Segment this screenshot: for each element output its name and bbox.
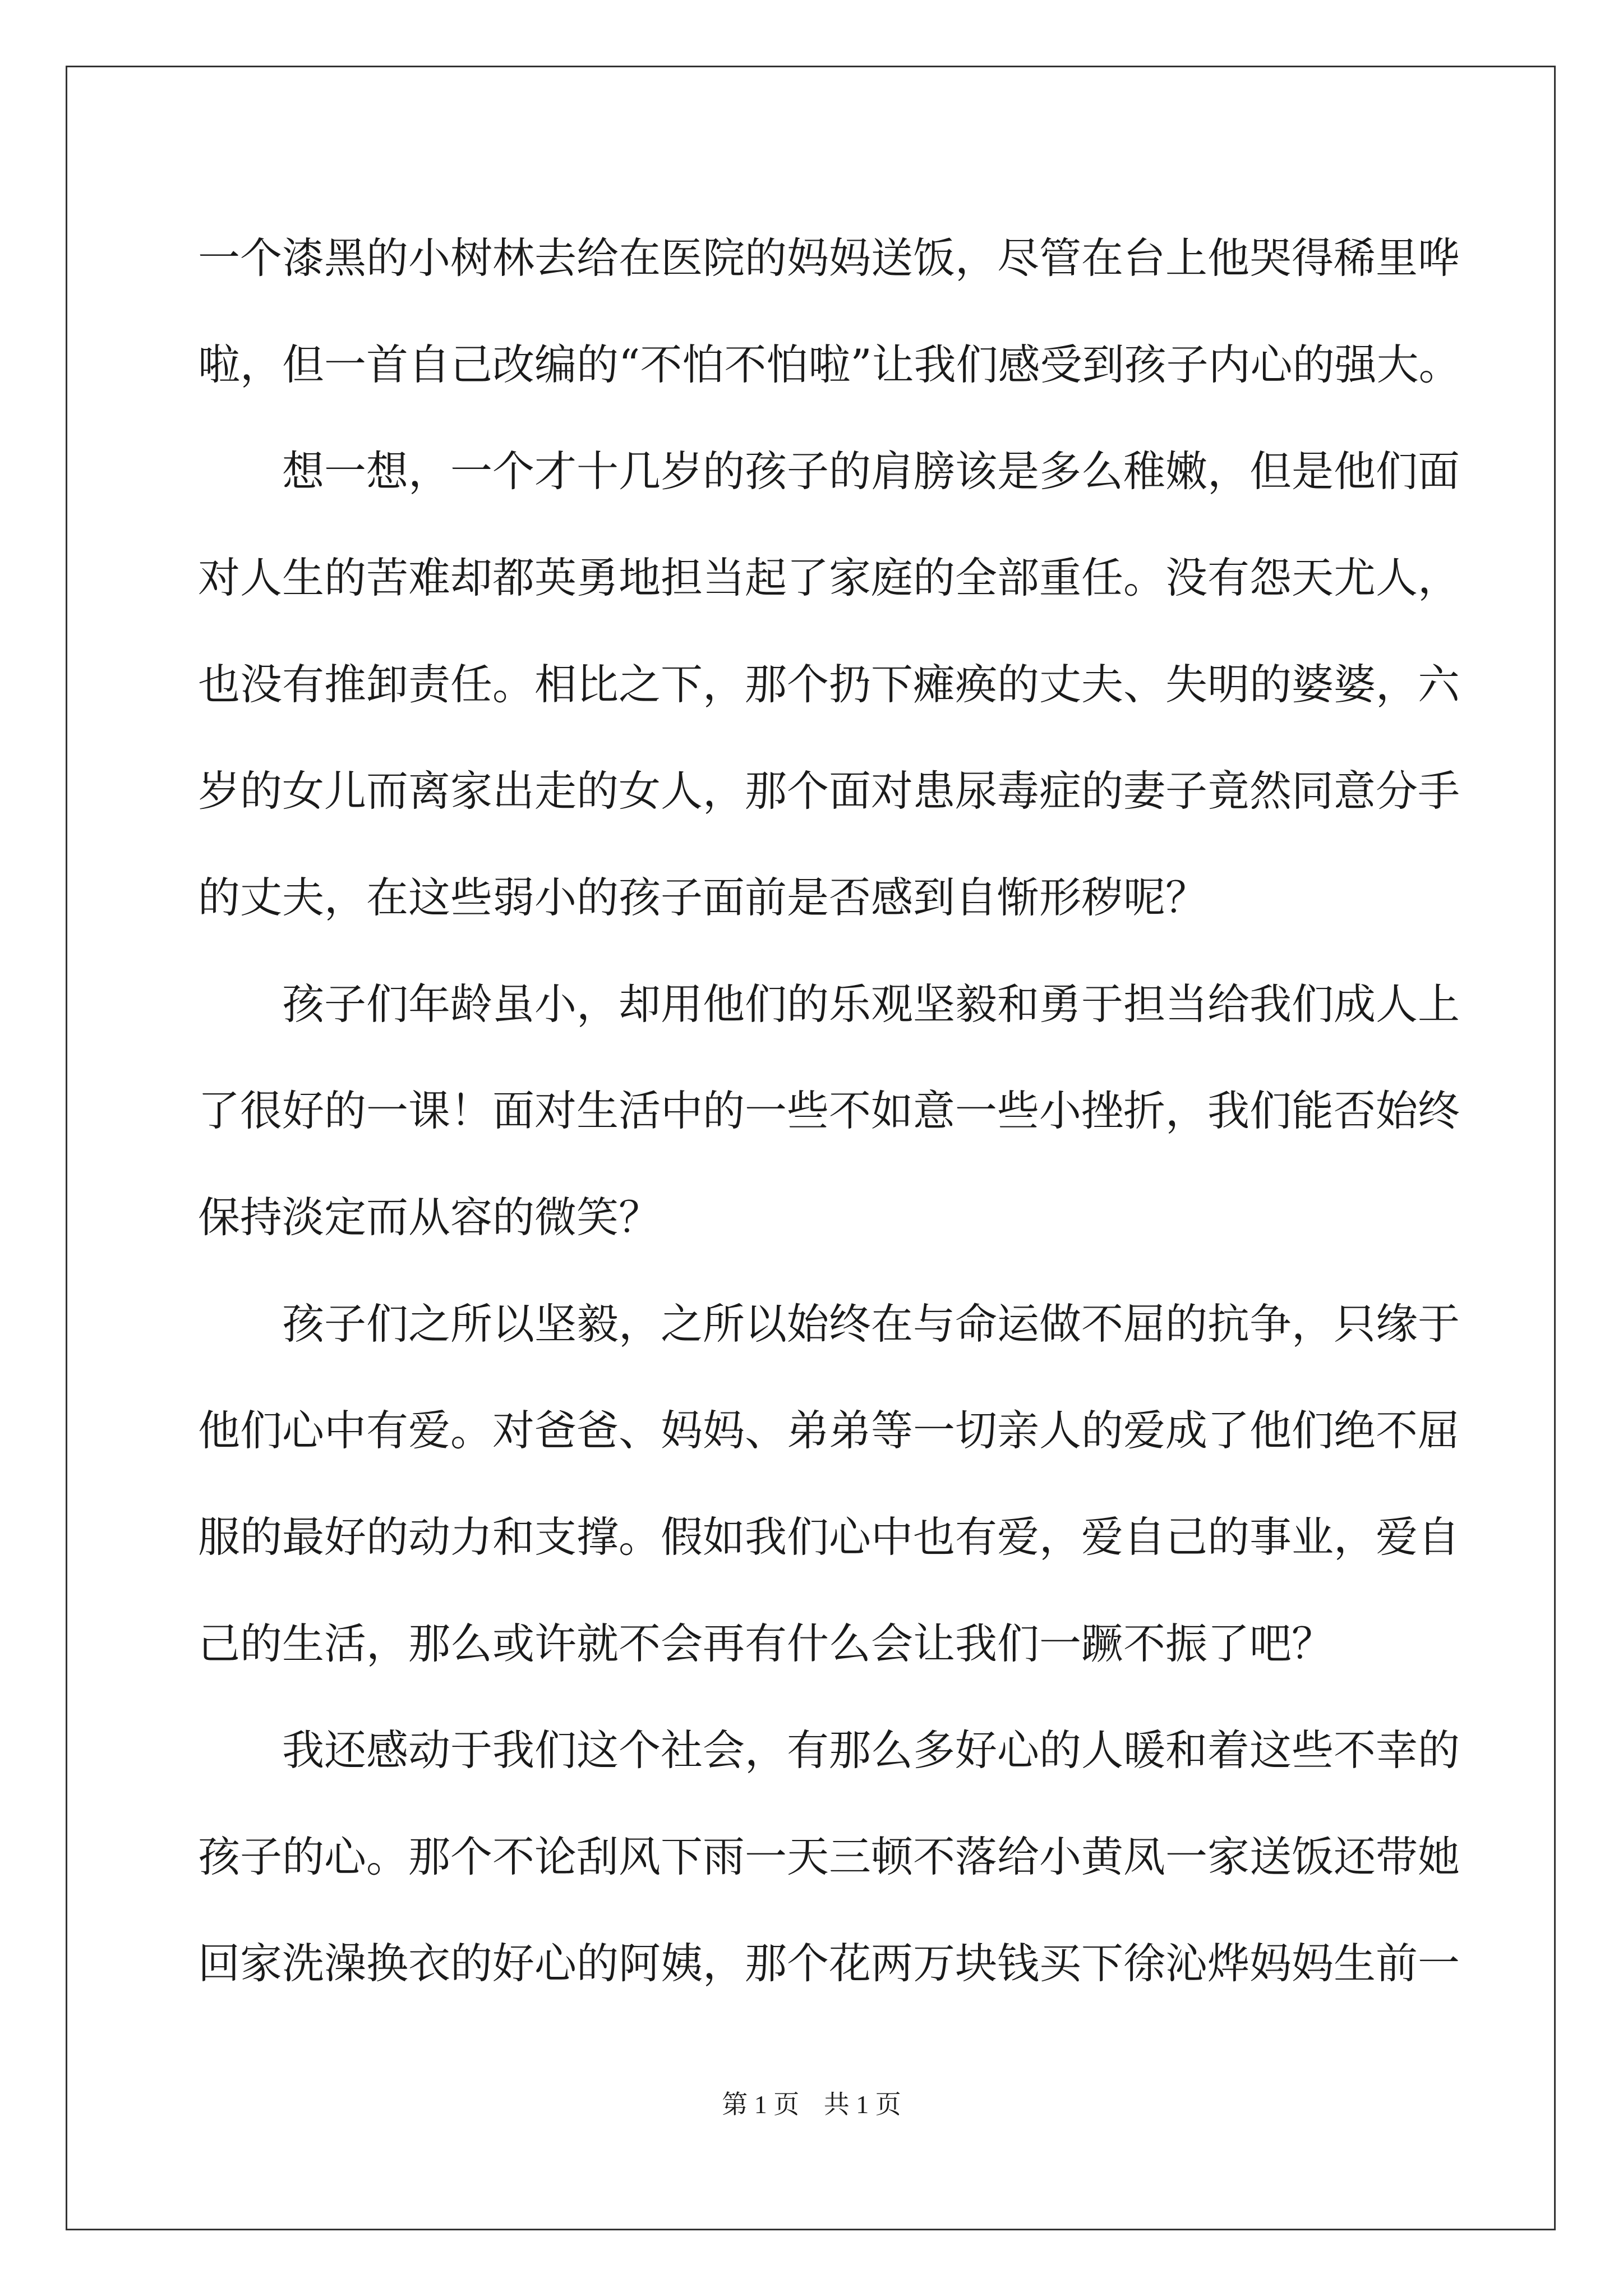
text-line: 想一想，一个才十几岁的孩子的肩膀该是多么稚嫩，但是他们面 bbox=[198, 447, 1460, 496]
text-line: 对人生的苦难却都英勇地担当起了家庭的全部重任。没有怨天尤人， bbox=[198, 553, 1460, 602]
text-line: 己的生活，那么或许就不会再有什么会让我们一蹶不振了吧？ bbox=[198, 1619, 1334, 1668]
page-total: 共 1 页 bbox=[823, 2090, 901, 2119]
body-text bbox=[198, 205, 1461, 2017]
text-line: 服的最好的动力和支撑。假如我们心中也有爱，爱自己的事业，爱自 bbox=[198, 1512, 1460, 1562]
text-line: 他们心中有爱。对爸爸、妈妈、弟弟等一切亲人的爱成了他们绝不屈 bbox=[198, 1406, 1460, 1455]
text-line: 我还感动于我们这个社会，有那么多好心的人暖和着这些不幸的 bbox=[198, 1726, 1460, 1775]
text-line: 岁的女儿而离家出走的女人，那个面对患尿毒症的妻子竟然同意分手 bbox=[198, 766, 1460, 816]
text-line: 了很好的一课！面对生活中的一些不如意一些小挫折，我们能否始终 bbox=[198, 1086, 1460, 1135]
text-line: 孩子的心。那个不论刮风下雨一天三顿不落给小黄凤一家送饭还带她 bbox=[198, 1832, 1460, 1881]
text-line: 孩子们之所以坚毅，之所以始终在与命运做不屈的抗争，只缘于 bbox=[198, 1299, 1460, 1349]
text-line: 回家洗澡换衣的好心的阿姨，那个花两万块钱买下徐沁烨妈妈生前一 bbox=[198, 1939, 1460, 1988]
text-line: 孩子们年龄虽小，却用他们的乐观坚毅和勇于担当给我们成人上 bbox=[198, 979, 1460, 1029]
text-line: 啦，但一首自己改编的“不怕不怕啦”让我们感受到孩子内心的强大。 bbox=[198, 340, 1461, 389]
text-line: 也没有推卸责任。相比之下，那个扔下瘫痪的丈夫、失明的婆婆，六 bbox=[198, 660, 1460, 709]
page-number: 第 1 页 bbox=[722, 2090, 800, 2119]
text-line: 一个漆黑的小树林去给在医院的妈妈送饭，尽管在台上他哭得稀里哗 bbox=[198, 233, 1460, 283]
text-line: 的丈夫，在这些弱小的孩子面前是否感到自惭形秽呢？ bbox=[198, 873, 1208, 922]
text-line: 保持淡定而从容的微笑？ bbox=[198, 1193, 661, 1242]
page-footer bbox=[0, 2088, 1623, 2122]
